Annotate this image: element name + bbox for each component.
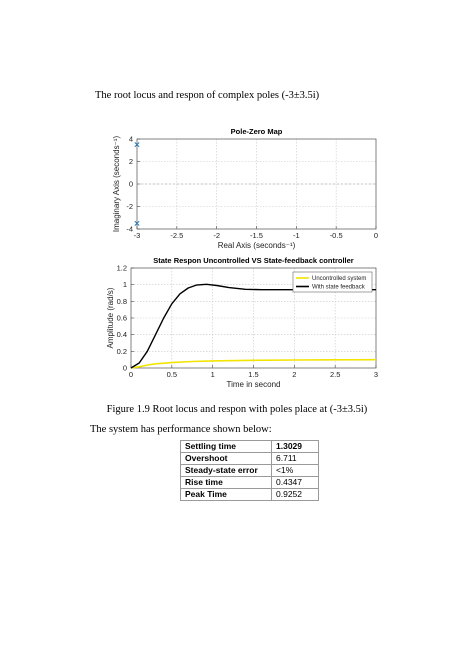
legend-label: With state feedback <box>312 284 365 291</box>
metric-label: Overshoot <box>181 453 272 465</box>
table-row <box>181 489 319 501</box>
y-axis-label: Imaginary Axis (seconds⁻¹) <box>112 135 121 233</box>
metric-label: Steady-state error <box>181 465 272 477</box>
x-tick-label: -3 <box>133 231 141 240</box>
y-tick-label: 0 <box>128 179 133 189</box>
x-tick-label: 2.5 <box>329 370 341 379</box>
x-tick-label: 0 <box>373 231 379 240</box>
metric-label: Rise time <box>181 477 272 489</box>
x-tick-label: 1 <box>210 370 215 379</box>
x-tick-label: -1 <box>292 231 300 240</box>
y-tick-label: 0.4 <box>116 330 127 340</box>
metric-value: 0.4347 <box>272 477 319 489</box>
x-tick-label: 3 <box>373 370 379 379</box>
metric-value: <1% <box>272 465 319 477</box>
page-heading: The root locus and respon of complex poles (-3±3.5i) <box>95 90 320 101</box>
metric-value: 6.711 <box>272 453 319 465</box>
figure-caption: Figure 1.9 Root locus and respon with poles place at (-3±3.5i) <box>106 404 368 415</box>
y-tick-label: 0.8 <box>116 296 127 306</box>
x-tick-label: 0 <box>128 370 134 379</box>
metric-value: 0.9252 <box>272 489 319 501</box>
y-tick-label: 0.2 <box>116 346 127 356</box>
y-tick-label: 1 <box>122 280 127 290</box>
y-tick-label: 0.6 <box>116 313 127 323</box>
table-row <box>181 441 319 453</box>
x-axis-label: Real Axis (seconds⁻¹) <box>217 241 296 250</box>
y-tick-label: 1.2 <box>116 263 127 273</box>
x-tick-label: -2.5 <box>170 231 184 240</box>
legend <box>293 272 372 292</box>
x-tick-label: 1.5 <box>248 370 259 379</box>
y-tick-label: -2 <box>126 202 133 211</box>
y-tick-label: 2 <box>128 157 133 166</box>
y-tick-label: 0 <box>122 363 127 373</box>
pole-zero-map <box>112 127 378 250</box>
y-tick-label: 4 <box>128 134 133 144</box>
table-row <box>181 465 319 477</box>
x-tick-label: -2 <box>213 231 221 240</box>
chart-title: State Respon Uncontrolled VS State-feedback controller <box>153 256 354 265</box>
y-axis-label: Amplitude (rad/s) <box>106 287 115 349</box>
legend-label: Uncontrolled system <box>312 276 367 283</box>
x-tick-label: 0.5 <box>166 370 178 379</box>
performance-table <box>180 440 319 501</box>
table-row <box>181 453 319 465</box>
metric-value: 1.3029 <box>272 441 319 453</box>
x-tick-label: -0.5 <box>329 231 343 240</box>
state-response-plot <box>106 256 378 389</box>
chart-title: Pole-Zero Map <box>230 127 283 136</box>
metric-label: Settling time <box>181 441 272 453</box>
metric-label: Peak Time <box>181 489 272 501</box>
x-tick-label: -1.5 <box>250 231 263 240</box>
x-tick-label: 2 <box>292 370 297 379</box>
x-axis-label: Time in second <box>226 380 281 389</box>
table-row <box>181 477 319 489</box>
y-tick-label: -4 <box>126 224 133 234</box>
performance-intro: The system has performance shown below: <box>90 424 272 435</box>
